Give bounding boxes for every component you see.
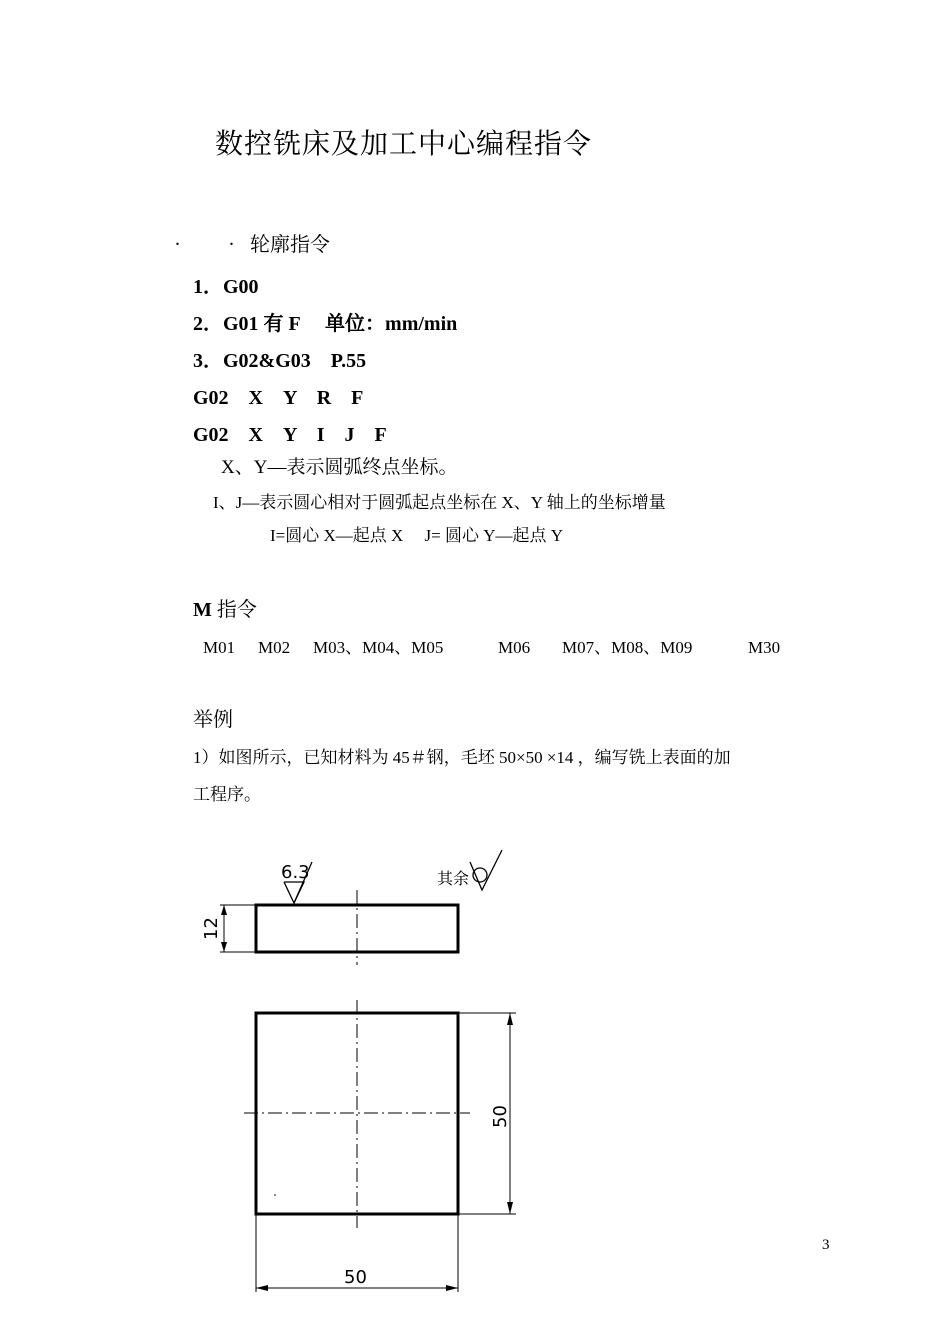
roughness-symbol-icon (284, 882, 304, 903)
roughness-value: 6.3 (281, 862, 310, 883)
command-g00: 1．G00 (193, 276, 259, 298)
m-code: M30 (748, 638, 781, 657)
section-heading-contour: 轮廓指令 (250, 234, 330, 256)
command-g02-radius-format: G02 X Y R F (193, 387, 364, 409)
example-text-line-1: 1）如图所示，已知材料为 45＃钢，毛坯 50×50 ×14 ，编写铣上表面的加 (193, 748, 731, 767)
command-g02-ij-format: G02 X Y I J F (193, 424, 387, 446)
example-heading: 举例 (193, 709, 233, 731)
dimension-thickness: 12 (201, 917, 222, 940)
other-surfaces-label: 其余 (437, 869, 470, 888)
section-heading-m-codes: M 指令 (193, 599, 257, 621)
m-code: M06 (498, 638, 531, 657)
m-code: M02 (258, 638, 291, 657)
m-code: M01 (203, 638, 236, 657)
page-number: 3 (822, 1237, 830, 1253)
section-number: . . (175, 228, 256, 250)
command-g01: 2．G01 有 F 单位：mm/min (193, 313, 458, 335)
description-ij-formula: I=圆心 X—起点 X J= 圆心 Y—起点 Y (270, 526, 564, 545)
dimension-width: 50 (344, 1267, 367, 1288)
page-title: 数控铣床及加工中心编程指令 (215, 129, 593, 160)
m-code: M07、M08、M09 (562, 638, 693, 657)
m-code: M03、M04、M05 (313, 638, 444, 657)
example-text-line-2: 工程序。 (193, 785, 261, 804)
command-g02-g03: 3．G02&G03 P.55 (193, 350, 367, 372)
description-ij: I、J—表示圆心相对于圆弧起点坐标在 X、Y 轴上的坐标增量 (213, 493, 666, 512)
description-xy: X、Y—表示圆弧终点坐标。 (221, 457, 458, 478)
dimension-height: 50 (490, 1105, 511, 1128)
